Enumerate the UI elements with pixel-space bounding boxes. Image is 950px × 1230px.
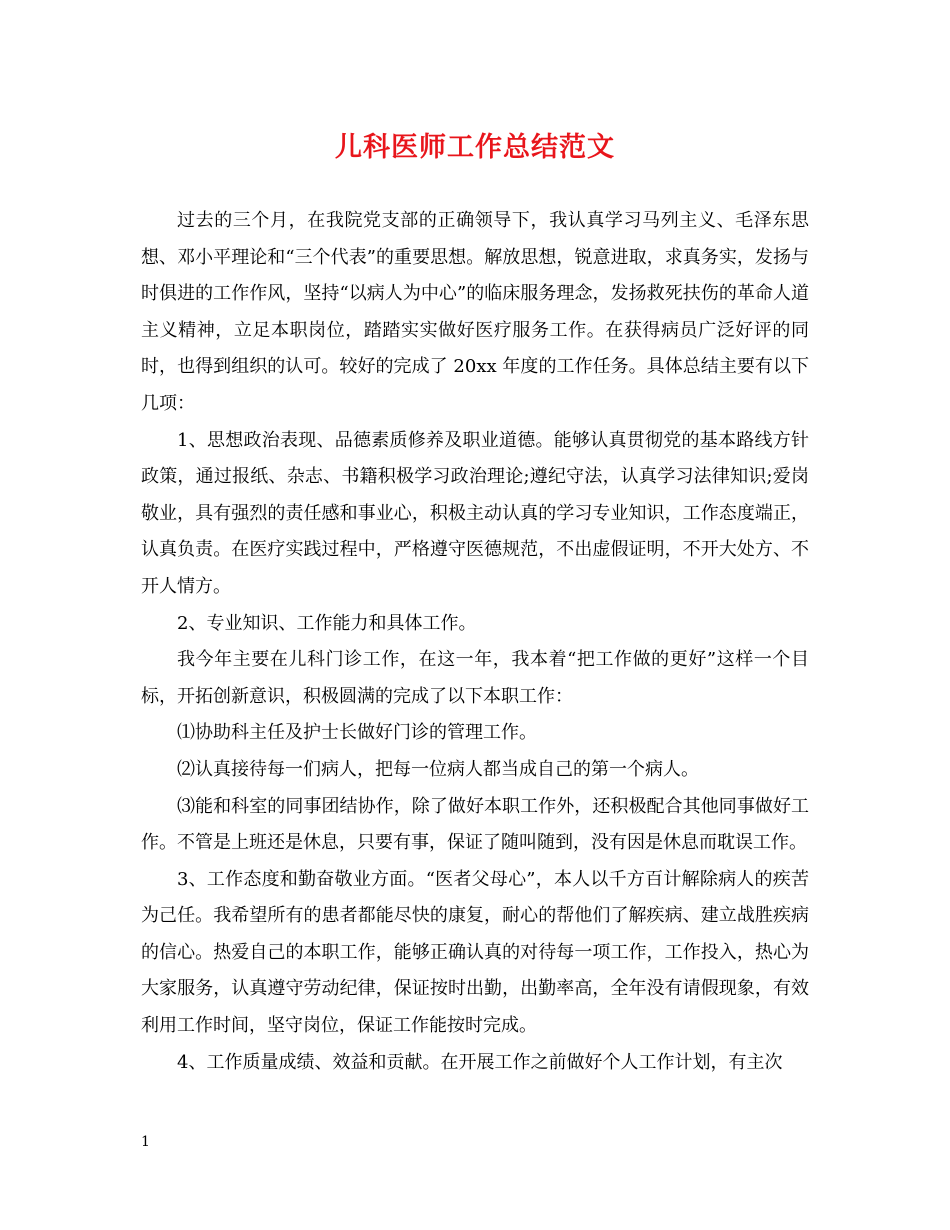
paragraph-section-4: 4、工作质量成绩、效益和贡献。在开展工作之前做好个人工作计划，有主次	[177, 1051, 783, 1073]
document-body	[141, 203, 809, 1081]
paragraph-item-2: ⑵认真接待每一们病人，把每一位病人都当成自己的第一个病人。	[177, 758, 699, 780]
page-number: 1	[141, 1134, 150, 1150]
paragraph-section-1: 1、思想政治表现、品德素质修养及职业道德。能够认真贯彻党的基本路线方针政策，通过报纸、杂志、书籍积极学习政治理论;遵纪守法，认真学习法律知识;爱岗敬业，具有强烈的责任感和事业心，积极主动认真的学习专业知识，工作态度端正，认真负责。在医疗实践过程中，严格遵守医德规范，不出虚假证明，不开大处方、不开人情方。	[141, 429, 809, 597]
paragraph-section-2-heading: 2、专业知识、工作能力和具体工作。	[177, 612, 477, 634]
paragraph-item-3: ⑶能和科室的同事团结协作，除了做好本职工作外，还积极配合其他同事做好工作。不管是上班还是休息，只要有事，保证了随叫随到，没有因是休息而耽误工作。	[141, 795, 809, 854]
paragraph-section-3: 3、工作态度和勤奋敬业方面。“医者父母心”，本人以千方百计解除病人的疾苦为己任。我希望所有的患者都能尽快的康复，耐心的帮他们了解疾病、建立战胜疾病的信心。热爱自己的本职工作，能够正确认真的对待每一项工作，工作投入，热心为大家服务，认真遵守劳动纪律，保证按时出勤，出勤率高，全年没有请假现象，有效利用工作时间，坚守岗位，保证工作能按时完成。	[141, 868, 809, 1037]
paragraph-section-2-intro: 我今年主要在儿科门诊工作，在这一年，我本着“把工作做的更好”这样一个目标，开拓创新意识，积极圆满的完成了以下本职工作：	[141, 649, 809, 707]
document-title: 儿科医师工作总结范文	[335, 132, 615, 163]
paragraph-intro: 过去的三个月，在我院党支部的正确领导下，我认真学习马列主义、毛泽东思想、邓小平理论和“三个代表”的重要思想。解放思想，锐意进取，求真务实，发扬与时俱进的工作作风，坚持“以病人为中心”的临床服务理念，发扬救死扶伤的革命人道主义精神，立足本职岗位，踏踏实实做好医疗服务工作。在获得病员广泛好评的同时，也得到组织的认可。较好的完成了 20xx 年度的工作任务。具体总结主要有以下几项：	[141, 210, 809, 414]
paragraph-item-1: ⑴协助科主任及护士长做好门诊的管理工作。	[177, 722, 537, 744]
